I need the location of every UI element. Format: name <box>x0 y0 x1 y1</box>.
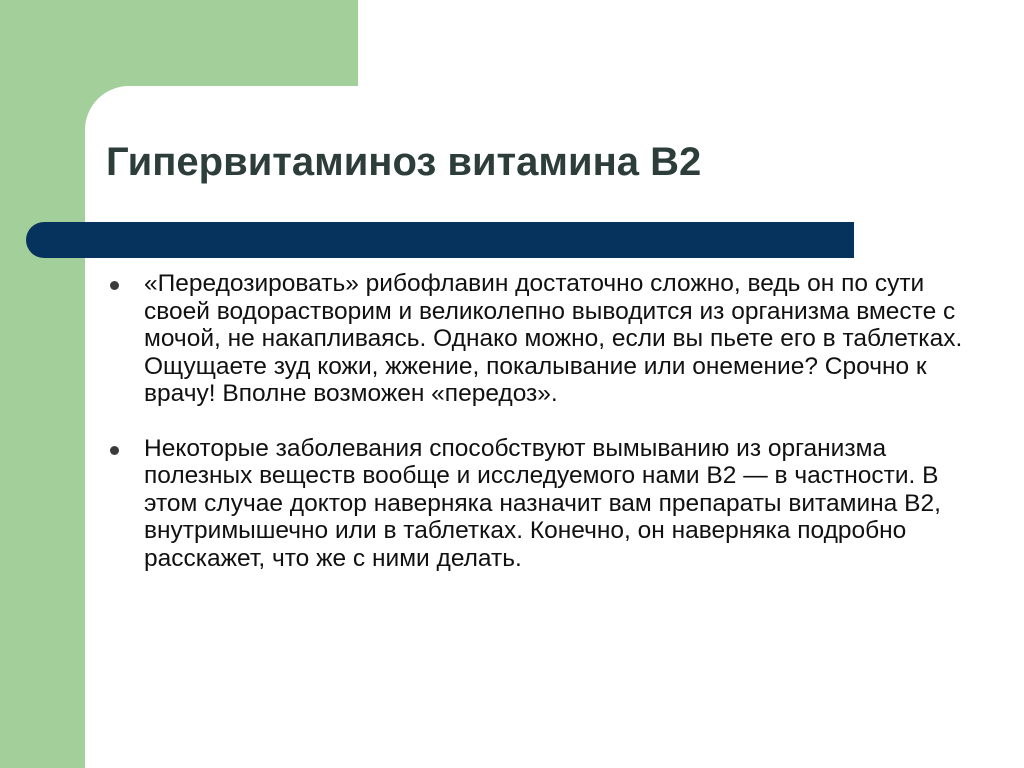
title-underline-bar <box>26 222 854 258</box>
bullet-item <box>106 270 976 408</box>
bullet-dot-icon <box>110 281 119 290</box>
bullet-list <box>106 270 976 572</box>
bullet-text: Некоторые заболевания способствуют вымыванию из организма полезных веществ вообще и исследуемого нами В2 — в частности. В этом случае доктор наверняка назначит вам препараты витамина В2, внутримышечно или в таблетках. Конечно, он наверняка подробно расскажет, что же с ними делать. <box>144 434 941 572</box>
slide-title: Гипервитаминоз витамина В2 <box>106 140 702 184</box>
bullet-dot-icon <box>110 446 119 455</box>
bullet-item <box>106 435 976 573</box>
bullet-text: «Передозировать» рибофлавин достаточно сложно, ведь он по сути своей водорастворим и великолепно выводится из организма вместе с мочой, не накапливаясь. Однако можно, если вы пьете его в таблетках. Ощущаете зуд кожи, жжение, покалывание или онемение? Срочно к врачу! Вполне возможен «передоз». <box>144 270 963 407</box>
